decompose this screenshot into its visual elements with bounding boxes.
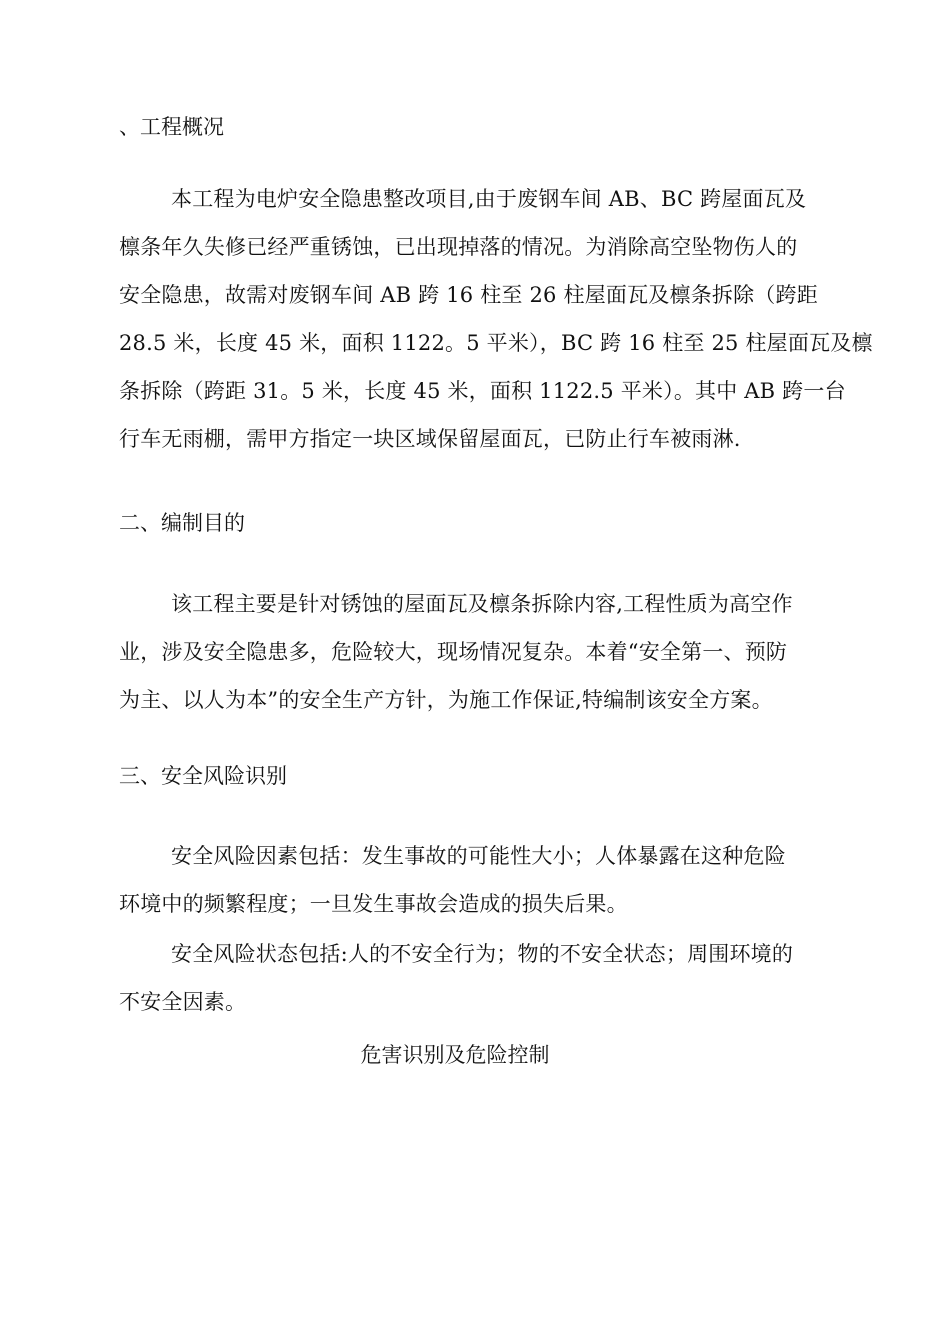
paragraph-risk-states [119, 930, 839, 1026]
paragraph-line: 檩条年久失修已经严重锈蚀，已出现掉落的情况。为消除高空坠物伤人的 [119, 235, 798, 259]
paragraph-line: 条拆除（跨距 31。5 米，长度 45 米，面积 1122.5 平米）。其中 AB 跨一台 [119, 379, 846, 403]
paragraph-line: 行车无雨棚，需甲方指定一块区域保留屋面瓦，已防止行车被雨淋. [119, 427, 741, 451]
paragraph-line: 28.5 米，长度 45 米，面积 1122。5 平米），BC 跨 16 柱至 25 柱屋面瓦及檩 [119, 331, 873, 355]
paragraph-line: 该工程主要是针对锈蚀的屋面瓦及檩条拆除内容,工程性质为高空作 [171, 592, 793, 616]
paragraph-purpose [119, 580, 839, 724]
section-heading-purpose: 二、编制目的 [119, 511, 245, 535]
section-heading-risk: 三、安全风险识别 [119, 764, 287, 788]
table-title: 危害识别及危险控制 [360, 1043, 550, 1067]
paragraph-overview [119, 175, 873, 463]
paragraph-line: 为主、以人为本”的安全生产方针，为施工作保证,特编制该安全方案。 [119, 688, 773, 712]
paragraph-risk-factors [119, 832, 839, 928]
paragraph-line: 不安全因素。 [119, 990, 247, 1014]
paragraph-line: 安全风险状态包括:人的不安全行为；物的不安全状态；周围环境的 [171, 942, 794, 966]
paragraph-line: 业，涉及安全隐患多，危险较大，现场情况复杂。本着“安全第一、预防 [119, 640, 788, 664]
section-heading-overview: 、工程概况 [119, 115, 224, 139]
paragraph-line: 环境中的频繁程度；一旦发生事故会造成的损失后果。 [119, 892, 628, 916]
paragraph-line: 安全风险因素包括：发生事故的可能性大小；人体暴露在这种危险 [171, 844, 786, 868]
paragraph-line: 安全隐患，故需对废钢车间 AB 跨 16 柱至 26 柱屋面瓦及檩条拆除（跨距 [119, 283, 818, 307]
paragraph-line: 本工程为电炉安全隐患整改项目,由于废钢车间 AB、BC 跨屋面瓦及 [171, 187, 807, 211]
